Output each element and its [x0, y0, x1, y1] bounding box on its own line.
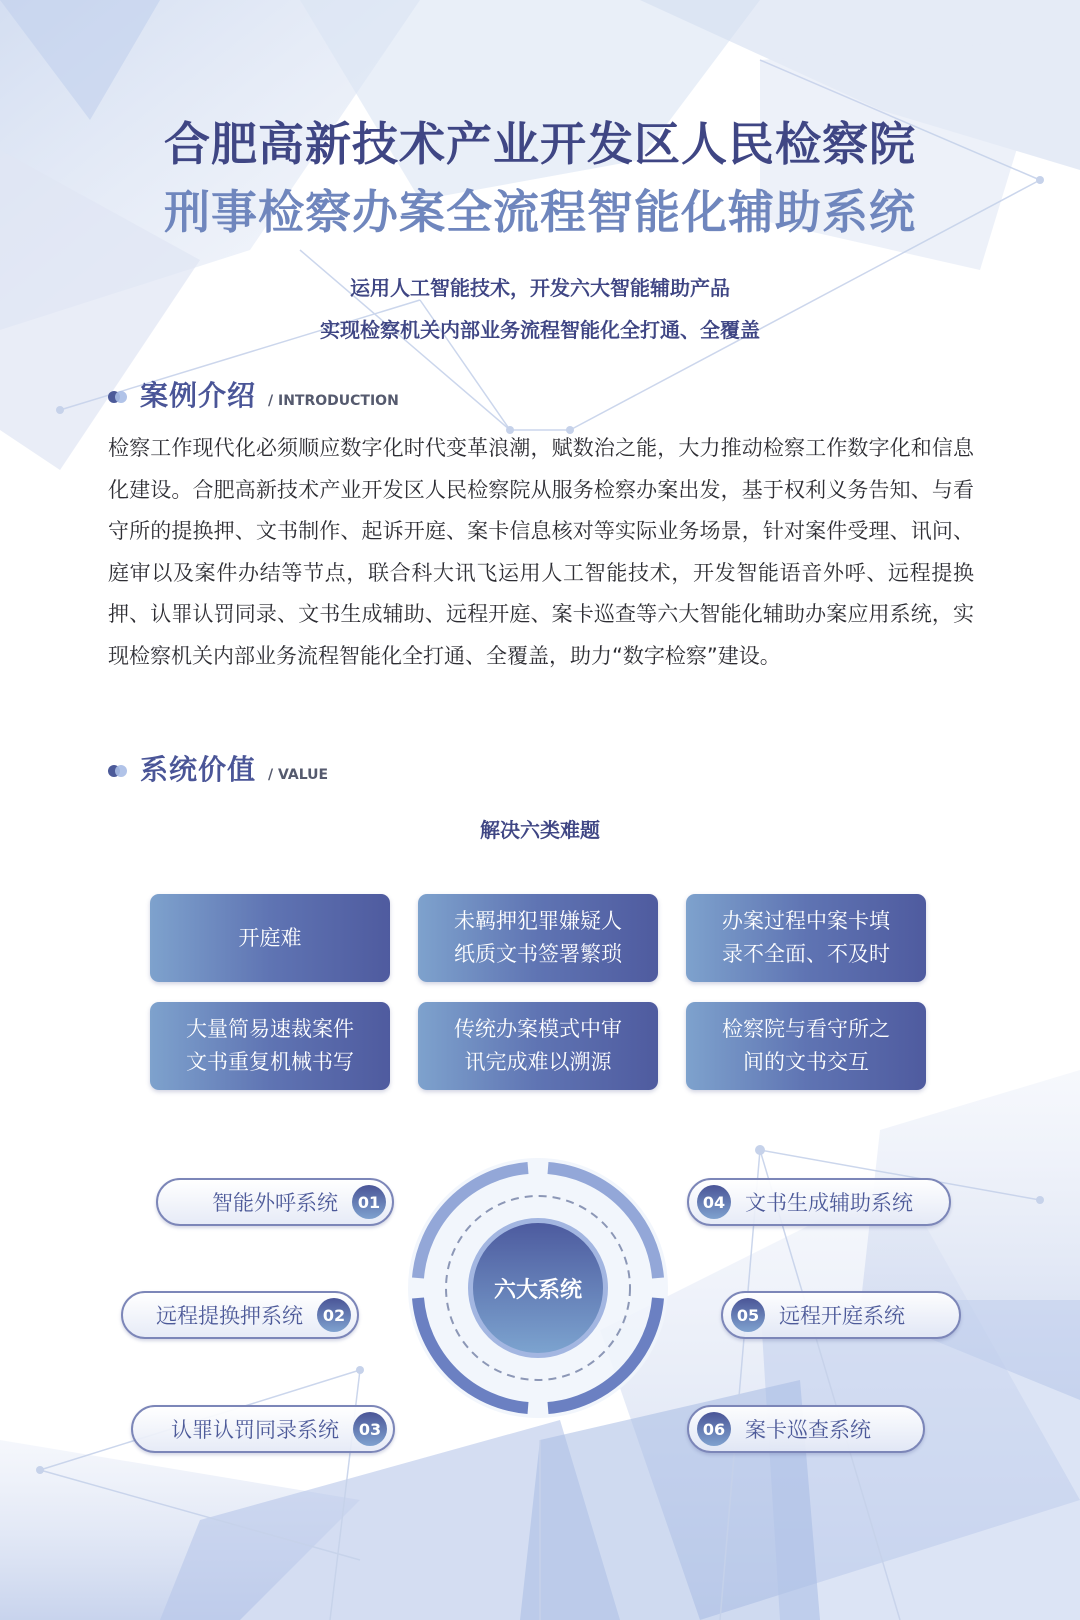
problem-text: 大量简易速裁案件	[186, 1017, 354, 1041]
problem-card	[150, 894, 390, 982]
system-pill-03	[131, 1405, 395, 1453]
system-pill-04	[687, 1178, 951, 1226]
page-subtitle: 刑事检察办案全流程智能化辅助系统	[164, 185, 916, 239]
system-number-badge: 06	[697, 1412, 731, 1446]
system-number-badge: 05	[731, 1298, 765, 1332]
problem-card	[418, 1002, 658, 1090]
problem-text: 办案过程中案卡填	[722, 909, 890, 933]
problem-text: 检察院与看守所之	[722, 1017, 890, 1041]
introduction-heading	[108, 374, 399, 414]
system-pill-01	[156, 1178, 394, 1226]
problem-text: 录不全面、不及时	[722, 942, 890, 966]
system-label: 文书生成辅助系统	[745, 1191, 913, 1215]
problem-text: 间的文书交互	[743, 1050, 869, 1074]
problem-card	[150, 1002, 390, 1090]
system-pill-06	[687, 1405, 925, 1453]
system-label: 智能外呼系统	[212, 1191, 338, 1215]
problem-card	[418, 894, 658, 982]
problem-card	[686, 1002, 926, 1090]
bullet-dots-icon	[108, 390, 130, 404]
tagline-1: 运用人工智能技术，开发六大智能辅助产品	[350, 276, 730, 300]
problem-text: 文书重复机械书写	[186, 1050, 354, 1074]
problems-title: 解决六类难题	[480, 818, 600, 842]
problem-text: 开庭难	[238, 925, 302, 950]
value-heading	[108, 748, 328, 788]
hub-label: 六大系统	[468, 1218, 608, 1358]
system-label: 认罪认罚同录系统	[171, 1418, 339, 1442]
page-title: 合肥高新技术产业开发区人民检察院	[164, 117, 916, 171]
system-label: 案卡巡查系统	[745, 1418, 871, 1442]
bullet-dots-icon	[108, 764, 130, 778]
system-number-badge: 01	[352, 1185, 386, 1219]
problem-text: 未羁押犯罪嫌疑人	[454, 909, 622, 933]
system-label: 远程开庭系统	[779, 1304, 905, 1328]
system-pill-05	[721, 1291, 961, 1339]
problem-text: 讯完成难以溯源	[464, 1050, 612, 1074]
introduction-body: 检察工作现代化必须顺应数字化时代变革浪潮，赋数治之能，大力推动检察工作数字化和信息化建设。合肥高新技术产业开发区人民检察院从服务检察办案出发，基于权利义务告知、与看守所的提换押、文书制作、起诉开庭、案卡信息核对等实际业务场景，针对案件受理、讯问、庭审以及案件办结等节点，联合科大讯飞运用人工智能技术，开发智能语音外呼、远程提换押、认罪认罚同录、文书生成辅助、远程开庭、案卡巡查等六大智能化辅助办案应用系统，实现检察机关内部业务流程智能化全打通、全覆盖，助力“数字检察”建设。	[108, 436, 974, 668]
six-systems-hub	[398, 1148, 678, 1428]
introduction-title-en: / INTRODUCTION	[268, 393, 399, 409]
system-label: 远程提换押系统	[156, 1304, 303, 1328]
system-pill-02	[121, 1291, 359, 1339]
system-number-badge: 02	[317, 1298, 351, 1332]
problems-grid	[150, 894, 930, 1090]
introduction-title: 案例介绍	[140, 379, 257, 412]
value-title: 系统价值	[140, 753, 257, 786]
tagline-2: 实现检察机关内部业务流程智能化全打通、全覆盖	[320, 318, 760, 342]
system-number-badge: 04	[697, 1185, 731, 1219]
system-number-badge: 03	[353, 1412, 387, 1446]
problem-text: 传统办案模式中审	[454, 1017, 622, 1041]
value-title-en: / VALUE	[268, 767, 329, 783]
problem-card	[686, 894, 926, 982]
problem-text: 纸质文书签署繁琐	[454, 942, 622, 966]
